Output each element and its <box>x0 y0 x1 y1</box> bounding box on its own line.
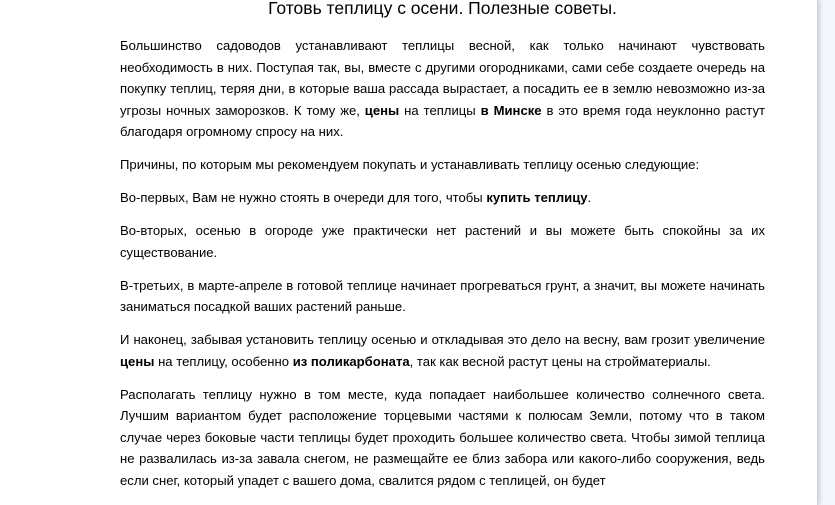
bold-text-run: купить теплицу <box>486 190 588 205</box>
text-run: Большинство садоводов устанавливают теплицы весной, как только начинают чувствовать необходимость в них. Поступая так, вы, вместе с другими огородниками, сами себе создаете очередь на покупку теплиц, теряя дни, в которые ваша рассада вырастает, а посадить ее в землю невозможно из-за угрозы ночных заморозков. К тому же, <box>120 38 765 118</box>
paragraph-7 <box>120 384 765 492</box>
text-run: на теплицы <box>399 102 481 118</box>
bold-text-run: цены <box>364 102 400 118</box>
paragraph-5 <box>120 275 765 318</box>
document-body <box>120 0 765 491</box>
bold-text-run: из поликарбоната <box>292 353 410 369</box>
paragraph-6 <box>120 329 765 372</box>
text-run: в это время года неуклонно растут благодаря огромному спросу на них. <box>120 102 765 139</box>
paragraph-3 <box>120 187 765 209</box>
text-run: на теплицу, особенно <box>154 353 293 369</box>
text-run: . <box>587 190 592 205</box>
paragraph-2 <box>120 154 765 176</box>
document-title: Готовь теплицу с осени. Полезные советы. <box>268 0 617 18</box>
text-run: И наконец, забывая установить теплицу осенью и откладывая это дело на весну, вам грозит увеличение <box>120 332 765 347</box>
paragraph-4 <box>120 220 765 263</box>
text-run: Во-вторых, осенью в огороде уже практически нет растений и вы можете быть спокойны за их существование. <box>120 223 765 260</box>
text-run: Причины, по которым мы рекомендуем покупать и устанавливать теплицу осенью следующие: <box>120 157 700 172</box>
text-run: Во-первых, Вам не нужно стоять в очереди для того, чтобы <box>120 190 487 205</box>
text-run: В-третьих, в марте-апреле в готовой теплице начинает прогреваться грунт, а значит, вы можете начинать заниматься посадкой ваших растений раньше. <box>120 277 765 314</box>
bold-text-run: цены <box>120 353 155 369</box>
text-run: Располагать теплицу нужно в том месте, куда попадает наибольшее количество солнечного света. Лучшим вариантом будет расположение торцевыми частями к полюсам Земли, потому что в таком случае через боковые части теплицы будет проходить большее количество света. Чтобы зимой теплица не развалилась из-за завала снегом, не размещайте ее близ забора или какого-либо сооружения, ведь если снег, который упадет с вашего дома, свалится рядом с теплицей, он будет <box>120 386 765 488</box>
bold-text-run: в Минске <box>480 102 542 118</box>
paragraph-1 <box>120 35 765 143</box>
text-run: , так как весной растут цены на стройматериалы. <box>409 353 711 369</box>
